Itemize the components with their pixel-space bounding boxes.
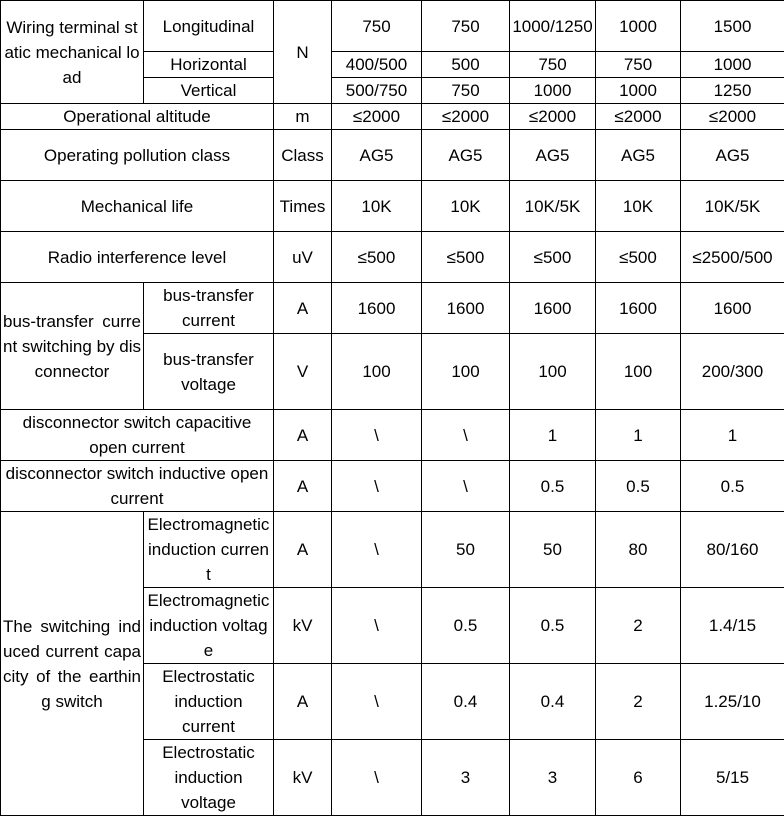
table-cell: 0.5 <box>681 461 784 512</box>
table-cell: 80/160 <box>681 512 784 588</box>
table-cell: 10K <box>596 181 681 232</box>
table-cell: AG5 <box>422 130 510 181</box>
em-induction-voltage-unit: kV <box>274 588 332 664</box>
table-row <box>1 512 784 588</box>
table-cell: 0.5 <box>510 588 596 664</box>
table-cell: 10K/5K <box>510 181 596 232</box>
table-cell: 1600 <box>596 283 681 334</box>
table-cell: ≤2000 <box>332 104 422 130</box>
table-cell: 1500 <box>681 1 784 52</box>
bus-transfer-title: bus-transfer current switching by disconnector <box>1 283 144 410</box>
radio-interference-unit: uV <box>274 232 332 283</box>
table-cell: 0.4 <box>422 664 510 740</box>
table-cell: \ <box>332 410 422 461</box>
table-cell: ≤2000 <box>681 104 784 130</box>
es-induction-current-unit: A <box>274 664 332 740</box>
table-cell: 1000 <box>510 78 596 104</box>
table-cell: 2 <box>596 588 681 664</box>
em-induction-voltage-label: Electromagnetic induction voltage <box>144 588 274 664</box>
table-cell: AG5 <box>596 130 681 181</box>
inductive-open-current-label: disconnector switch inductive open current <box>1 461 274 512</box>
table-cell: 10K <box>332 181 422 232</box>
table-cell: 1600 <box>681 283 784 334</box>
em-induction-current-unit: A <box>274 512 332 588</box>
table-cell: 3 <box>422 740 510 816</box>
vertical-label: Vertical <box>144 78 274 104</box>
table-cell: 10K/5K <box>681 181 784 232</box>
table-cell: 750 <box>596 52 681 78</box>
table-row <box>1 181 784 232</box>
es-induction-voltage-label: Electrostatic induction voltage <box>144 740 274 816</box>
table-row <box>1 283 784 334</box>
table-cell: AG5 <box>681 130 784 181</box>
table-cell: ≤500 <box>596 232 681 283</box>
inductive-open-current-unit: A <box>274 461 332 512</box>
mechanical-life-unit: Times <box>274 181 332 232</box>
bus-transfer-voltage-label: bus-transfer voltage <box>144 334 274 410</box>
table-cell: 100 <box>332 334 422 410</box>
longitudinal-label: Longitudinal <box>144 1 274 52</box>
table-cell: \ <box>422 461 510 512</box>
horizontal-label: Horizontal <box>144 52 274 78</box>
table-cell: 5/15 <box>681 740 784 816</box>
table-cell: 750 <box>332 1 422 52</box>
table-cell: ≤2000 <box>510 104 596 130</box>
table-cell: 100 <box>422 334 510 410</box>
table-cell: \ <box>332 588 422 664</box>
table-cell: 1000/1250 <box>510 1 596 52</box>
table-cell: 50 <box>510 512 596 588</box>
table-cell: ≤2500/500 <box>681 232 784 283</box>
table-row <box>1 461 784 512</box>
bus-transfer-voltage-unit: V <box>274 334 332 410</box>
table-cell: \ <box>332 512 422 588</box>
table-cell: 100 <box>510 334 596 410</box>
pollution-class-unit: Class <box>274 130 332 181</box>
table-row <box>1 104 784 130</box>
table-cell: ≤500 <box>332 232 422 283</box>
table-cell: 1 <box>596 410 681 461</box>
table-cell: 1250 <box>681 78 784 104</box>
table-cell: \ <box>332 461 422 512</box>
table-cell: 50 <box>422 512 510 588</box>
table-cell: ≤500 <box>510 232 596 283</box>
mechanical-life-label: Mechanical life <box>1 181 274 232</box>
table-cell: \ <box>422 410 510 461</box>
table-cell: 400/500 <box>332 52 422 78</box>
bus-transfer-current-unit: A <box>274 283 332 334</box>
table-row <box>1 1 784 52</box>
table-cell: 750 <box>422 78 510 104</box>
table-cell: 0.5 <box>596 461 681 512</box>
table-cell: 0.5 <box>422 588 510 664</box>
table-cell: 80 <box>596 512 681 588</box>
table-cell: 1600 <box>510 283 596 334</box>
table-cell: ≤2000 <box>422 104 510 130</box>
pollution-class-label: Operating pollution class <box>1 130 274 181</box>
table-cell: 10K <box>422 181 510 232</box>
table-cell: ≤2000 <box>596 104 681 130</box>
table-cell: 500/750 <box>332 78 422 104</box>
es-induction-voltage-unit: kV <box>274 740 332 816</box>
table-row <box>1 232 784 283</box>
table-cell: 1.25/10 <box>681 664 784 740</box>
table-cell: 3 <box>510 740 596 816</box>
operational-altitude-unit: m <box>274 104 332 130</box>
table-cell: 0.4 <box>510 664 596 740</box>
em-induction-current-label: Electromagnetic induction current <box>144 512 274 588</box>
capacitive-open-current-label: disconnector switch capacitive open current <box>1 410 274 461</box>
table-cell: 1600 <box>422 283 510 334</box>
table-row <box>1 410 784 461</box>
wiring-load-title: Wiring terminal static mechanical load <box>1 1 144 104</box>
bus-transfer-current-label: bus-transfer current <box>144 283 274 334</box>
table-cell: 1 <box>681 410 784 461</box>
capacitive-open-current-unit: A <box>274 410 332 461</box>
table-cell: 1000 <box>681 52 784 78</box>
table-cell: 100 <box>596 334 681 410</box>
table-cell: AG5 <box>332 130 422 181</box>
table-cell: ≤500 <box>422 232 510 283</box>
wiring-load-unit: N <box>274 1 332 104</box>
earthing-switch-title: The switching induced current capacity of the earthing switch <box>1 512 144 816</box>
table-cell: 1 <box>510 410 596 461</box>
table-cell: 6 <box>596 740 681 816</box>
operational-altitude-label: Operational altitude <box>1 104 274 130</box>
table-cell: 1.4/15 <box>681 588 784 664</box>
table-cell: 750 <box>510 52 596 78</box>
radio-interference-label: Radio interference level <box>1 232 274 283</box>
table-cell: \ <box>332 664 422 740</box>
es-induction-current-label: Electrostatic induction current <box>144 664 274 740</box>
table-cell: 0.5 <box>510 461 596 512</box>
table-cell: 1000 <box>596 78 681 104</box>
table-cell: 750 <box>422 1 510 52</box>
table-cell: AG5 <box>510 130 596 181</box>
table-cell: 200/300 <box>681 334 784 410</box>
table-cell: 2 <box>596 664 681 740</box>
table-cell: \ <box>332 740 422 816</box>
table-cell: 500 <box>422 52 510 78</box>
table-cell: 1000 <box>596 1 681 52</box>
table-row <box>1 130 784 181</box>
table-cell: 1600 <box>332 283 422 334</box>
